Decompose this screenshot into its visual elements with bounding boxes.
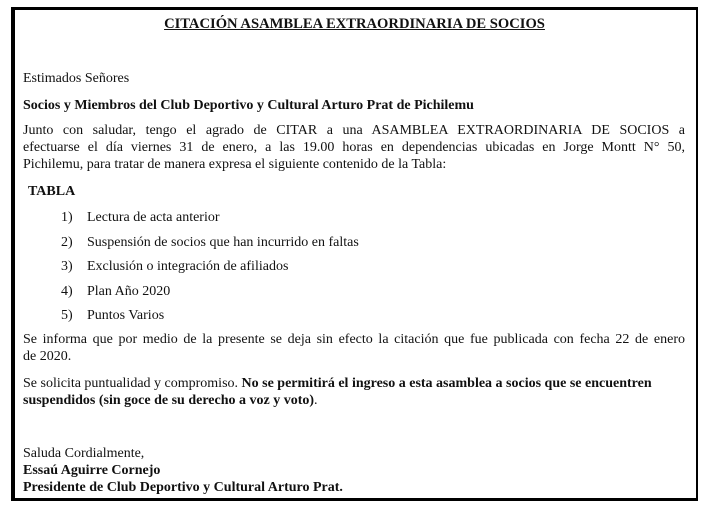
request-bold-line1: No se permitirá el ingreso a esta asamblea a socios que se encuentren	[241, 376, 652, 391]
agenda-item-text: Puntos Varios	[87, 308, 165, 323]
agenda-item-number: 4)	[61, 284, 73, 299]
agenda-item-number: 5)	[61, 308, 73, 323]
intro-line: Junto con saludar, tengo el agrado de CITAR a una ASAMBLEA EXTRAORDINARIA DE SOCIOS a	[23, 123, 685, 138]
intro-line: efectuarse el día viernes 31 de enero, a las 19.00 horas en dependencias ubicadas en Jorge Montt N° 50,	[23, 140, 685, 155]
agenda-item-number: 3)	[61, 259, 73, 274]
agenda-item-text: Suspensión de socios que han incurrido en faltas	[87, 235, 359, 250]
agenda-item-text: Lectura de acta anterior	[87, 210, 220, 225]
tabla-heading: TABLA	[28, 184, 76, 199]
document-title: CITACIÓN ASAMBLEA EXTRAORDINARIA DE SOCIOS	[164, 16, 545, 32]
addressee: Socios y Miembros del Club Deportivo y Cultural Arturo Prat de Pichilemu	[23, 98, 474, 113]
intro-line: Pichilemu, para tratar de manera expresa el siguiente contenido de la Tabla:	[23, 157, 447, 172]
notice-line: de 2020.	[23, 349, 72, 364]
notice-line: Se informa que por medio de la presente se deja sin efecto la citación que fue publicada con fecha 22 de enero	[23, 332, 685, 347]
greeting: Estimados Señores	[23, 71, 130, 86]
agenda-item-text: Exclusión o integración de afiliados	[87, 259, 289, 274]
request-bold-line2: suspendidos (sin goce de su derecho a voz y voto)	[23, 393, 315, 408]
agenda-item-number: 1)	[61, 210, 73, 225]
request-line	[23, 375, 652, 392]
signer-name: Essaú Aguirre Cornejo	[23, 463, 161, 478]
signer-title: Presidente de Club Deportivo y Cultural Arturo Prat.	[23, 480, 343, 495]
closing: Saluda Cordialmente,	[23, 446, 145, 461]
agenda-item-number: 2)	[61, 235, 73, 250]
agenda-item-text: Plan Año 2020	[87, 284, 171, 299]
request-plain: Se solicita puntualidad y compromiso.	[23, 376, 242, 391]
request-line	[23, 392, 318, 409]
request-end: .	[314, 393, 318, 408]
